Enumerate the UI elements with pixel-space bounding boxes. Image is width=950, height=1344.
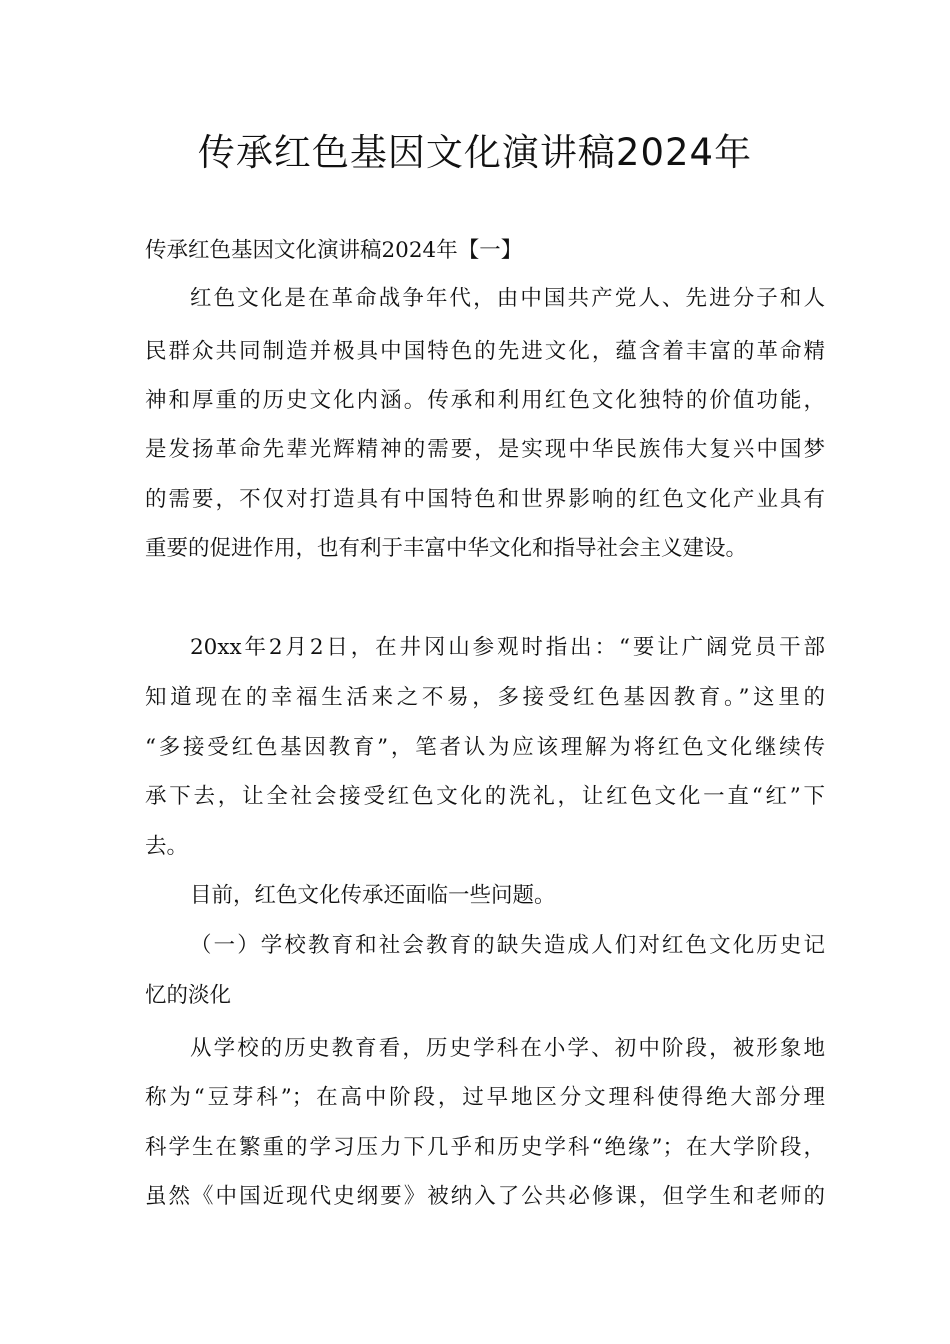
text-line: 是发扬革命先辈光辉精神的需要，是实现中华民族伟大复兴中国梦: [145, 437, 825, 462]
text-line: 称为“豆芽科”；在高中阶段，过早地区分文理科使得绝大部分理: [145, 1085, 825, 1110]
text-line: 科学生在繁重的学习压力下几乎和历史学科“绝缘”；在大学阶段，: [145, 1135, 825, 1160]
text-line: 民群众共同制造并极具中国特色的先进文化，蕴含着丰富的革命精: [145, 339, 825, 364]
text-line: 去。: [145, 834, 189, 859]
text-line: 重要的促进作用，也有利于丰富中华文化和指导社会主义建设。: [145, 536, 748, 561]
section-heading: 传承红色基因文化演讲稿2024年【一】: [145, 238, 523, 263]
text-line: “多接受红色基因教育”，笔者认为应该理解为将红色文化继续传: [145, 735, 825, 760]
text-line: 神和厚重的历史文化内涵。传承和利用红色文化独特的价值功能，: [145, 388, 825, 413]
text-line: 20xx年2月2日，在井冈山参观时指出：“要让广阔党员干部: [190, 635, 825, 660]
text-line: （一）学校教育和社会教育的缺失造成人们对红色文化历史记: [190, 933, 825, 958]
text-line: 承下去，让全社会接受红色文化的洗礼，让红色文化一直“红”下: [145, 784, 825, 809]
text-line: 红色文化是在革命战争年代，由中国共产党人、先进分子和人: [190, 286, 825, 311]
text-line: 从学校的历史教育看，历史学科在小学、初中阶段，被形象地: [190, 1036, 825, 1061]
text-line: 忆的淡化: [145, 983, 232, 1008]
document-title: 传承红色基因文化演讲稿2024年: [197, 131, 753, 174]
text-line: 知道现在的幸福生活来之不易，多接受红色基因教育。”这里的: [145, 685, 825, 710]
text-line: 目前，红色文化传承还面临一些问题。: [190, 883, 556, 908]
text-line: 虽然《中国近现代史纲要》被纳入了公共必修课，但学生和老师的: [145, 1184, 825, 1209]
text-line: 的需要，不仅对打造具有中国特色和世界影响的红色文化产业具有: [145, 487, 825, 512]
